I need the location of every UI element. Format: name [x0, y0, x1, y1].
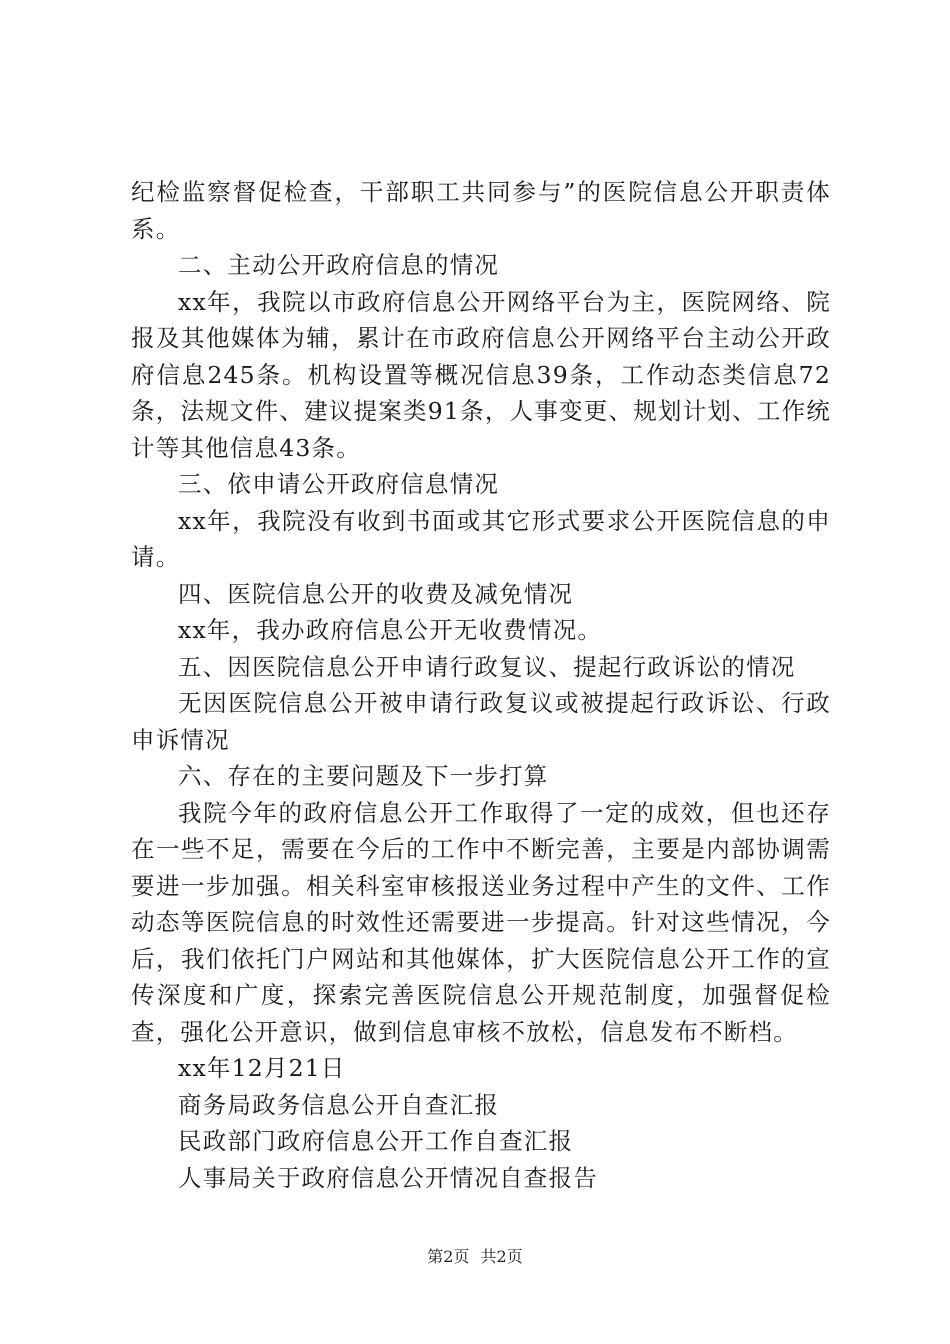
page-footer — [0, 1244, 950, 1267]
heading-active-disclosure: 二、主动公开政府信息的情况 — [178, 251, 500, 279]
heading-fees: 四、医院信息公开的收费及减免情况 — [178, 579, 574, 608]
document-date: xx年12月21日 — [178, 1054, 346, 1082]
heading-review-litigation: 五、因医院信息公开申请行政复议、提起行政诉讼的情况 — [178, 652, 796, 681]
heading-request-disclosure: 三、依申请公开政府信息情况 — [178, 470, 500, 498]
related-title-personnel: 人事局关于政府信息公开情况自查报告 — [178, 1163, 598, 1192]
paragraph-duty-system: 纪检监察督促检查，干部职工共同参与”的医院信息公开职责体系。 — [131, 178, 831, 243]
page-number: 第2页 — [427, 1247, 470, 1266]
paragraph-review-litigation: 无因医院信息公开被申请行政复议或被提起行政诉讼、行政申诉情况 — [131, 689, 831, 754]
paragraph-fees: xx年，我办政府信息公开无收费情况。 — [178, 616, 603, 644]
page-total: 共2页 — [480, 1247, 523, 1266]
related-title-civil-affairs: 民政部门政府信息公开工作自查汇报 — [178, 1127, 574, 1155]
paragraph-problems-plans: 我院今年的政府信息公开工作取得了一定的成效，但也还存在一些不足，需要在今后的工作中不断完善，主要是内部协调需要进一步加强。相关科室审核报送业务过程中产生的文件、工作动态等医院信息的时效性还需要进一步提高。针对这些情况，今后，我们依托门户网站和其他媒体，扩大医院信息公开工作的宣传深度和广度，探索完善医院信息公开规范制度，加强督促检查，强化公开意识，做到信息审核不放松，信息发布不断档。 — [131, 798, 831, 1046]
related-title-commerce: 商务局政务信息公开自查汇报 — [178, 1090, 500, 1119]
document-body — [131, 174, 831, 1196]
paragraph-active-disclosure: xx年，我院以市政府信息公开网络平台为主，医院网络、院报及其他媒体为辅，累计在市政府信息公开网络平台主动公开政府信息245条。机构设置等概况信息39条，工作动态类信息72条，法规文件、建议提案类91条，人事变更、规划计划、工作统计等其他信息43条。 — [131, 287, 831, 462]
paragraph-request-disclosure: xx年，我院没有收到书面或其它形式要求公开医院信息的申请。 — [131, 506, 831, 571]
heading-problems-plans: 六、存在的主要问题及下一步打算 — [178, 762, 549, 790]
